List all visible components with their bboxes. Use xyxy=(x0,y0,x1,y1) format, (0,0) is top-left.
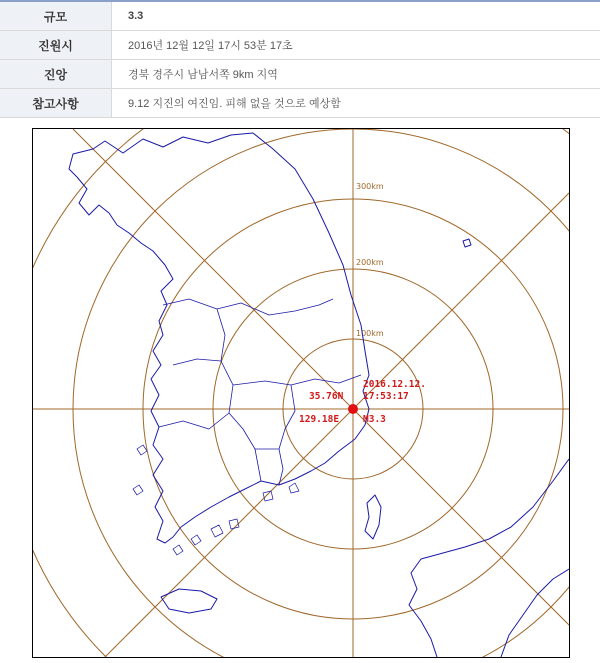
epicenter-time: 17:53:17 xyxy=(363,391,409,402)
epicenter-value: 경북 경주시 남남서쪽 9km 지역 xyxy=(112,60,600,89)
ring-label-300km: 300km xyxy=(356,182,384,191)
epicenter-map-svg xyxy=(33,129,569,657)
info-row-epicenter xyxy=(0,60,600,89)
south-islands xyxy=(133,445,299,555)
peninsula-outline xyxy=(69,133,369,543)
epicenter-marker xyxy=(348,404,358,414)
epicenter-map xyxy=(32,128,570,658)
ring-label-100km: 100km xyxy=(356,329,384,338)
distance-rings xyxy=(33,129,569,657)
epicenter-longitude: 129.18E xyxy=(299,414,340,425)
magnitude-value: 3.3 xyxy=(112,1,600,31)
info-row-magnitude xyxy=(0,1,600,31)
remarks-value: 9.12 지진의 여진임. 피해 없을 것으로 예상함 xyxy=(112,89,600,118)
ring-outer-2 xyxy=(33,129,569,657)
epicenter-label: 진앙 xyxy=(0,60,112,89)
crosshair-diagonal-2 xyxy=(105,193,569,657)
epicenter-magnitude: M3.3 xyxy=(363,414,386,425)
crosshair-diagonal-1 xyxy=(73,129,569,625)
epicenter-latitude: 35.76N xyxy=(309,391,344,402)
info-row-remarks xyxy=(0,89,600,118)
epicenter-date: 2016.12.12. xyxy=(363,379,426,390)
info-row-origin-time xyxy=(0,31,600,60)
magnitude-label: 규모 xyxy=(0,1,112,31)
earthquake-info-table xyxy=(0,0,600,118)
ulleungdo-island xyxy=(463,239,471,247)
origin-time-label: 진원시 xyxy=(0,31,112,60)
remarks-label: 참고사항 xyxy=(0,89,112,118)
origin-time-value: 2016년 12월 12일 17시 53분 17초 xyxy=(112,31,600,60)
tsushima-island xyxy=(365,495,381,539)
ring-label-200km: 200km xyxy=(356,258,384,267)
